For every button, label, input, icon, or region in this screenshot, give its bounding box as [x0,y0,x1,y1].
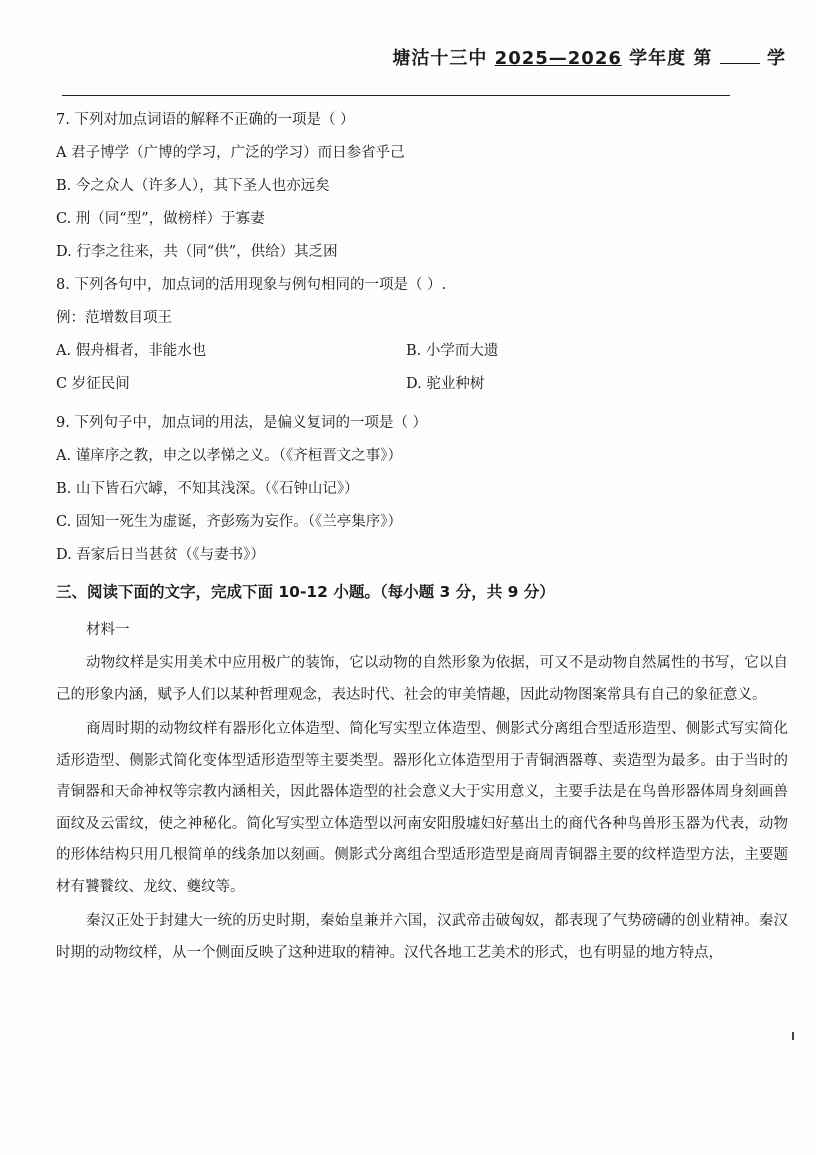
question-7-stem: 7. 下列对加点词语的解释不正确的一项是（ ） [56,112,355,128]
question-9-option-c: C. 固知一死生为虚诞，齐彭殇为妄作。（《兰亭集序》） [56,514,403,530]
term-label: 学年度 第 [629,48,713,69]
question-7-option-b: B. 今之众人（许多人），其下圣人也亦远矣 [56,178,330,194]
question-7 [56,104,788,269]
header-divider [62,95,730,96]
question-9 [56,407,788,572]
question-8-option-b: B. 小学而大遗 [406,343,499,359]
question-9-option-b: B. 山下皆石穴罅，不知其浅深。（《石钟山记》） [56,481,359,497]
question-8-options-row-2 [56,368,788,401]
reading-paragraph-3: 秦汉正处于封建大一统的历史时期，秦始皇兼并六国，汉武帝击破匈奴，都表现了气势磅礴的创业精神。秦汉时期的动物纹样，从一个侧面反映了这种进取的精神。汉代各地工艺美术的形式，也有明显的地方特点， [56,913,788,961]
question-9-stem: 9. 下列句子中，加点词的用法，是偏义复词的一项是（ ） [56,415,428,431]
question-7-option-a: A 君子博学（广博的学习，广泛的学习）而日参省乎己 [56,145,405,161]
term-tail: 学 [767,48,786,69]
term-blank [720,49,760,64]
exam-content [56,104,788,969]
question-7-option-d: D. 行李之往来，共（同“供”，供给）其乏困 [56,244,338,260]
scan-mark [792,1032,794,1040]
reading-paragraph-2: 商周时期的动物纹样有器形化立体造型、简化写实型立体造型、侧影式分离组合型适形造型、侧影式写实简化适形造型、侧影式简化变体型适形造型等主要类型。器形化立体造型用于青铜酒器尊、卖造型为最多。由于当时的青铜器和天命神权等宗教内涵相关，因此器体造型的社会意义大于实用意义，主要手法是在鸟兽形器体周身刻画兽面纹及云雷纹，使之神秘化。简化写实型立体造型以河南安阳殷墟妇好墓出土的商代各种鸟兽形玉器为代表，动物的形体结构只用几根简单的线条加以刻画。侧影式分离组合型适形造型是商周青铜器主要的纹样造型方法，主要题材有饕餮纹、龙纹、夔纹等。 [56,721,788,895]
question-8 [56,269,788,401]
question-9-option-d: D. 吾家后日当甚贫（《与妻书》） [56,547,265,563]
question-8-option-c: C 岁征民间 [56,376,130,392]
school-name: 塘沽十三中 [392,48,488,69]
reading-paragraph-1: 动物纹样是实用美术中应用极广的装饰，它以动物的自然形象为依据，可又不是动物自然属性的书写，它以自己的形象内涵，赋予人们以某种哲理观念，表达时代、社会的审美情趣，因此动物图案常具有自己的象征意义。 [56,655,788,703]
question-8-option-d: D. 驼业种树 [406,376,485,392]
section-3-title: 三、阅读下面的文字，完成下面 10-12 小题。（每小题 3 分，共 9 分） [56,583,555,601]
question-9-option-a: A. 谨庠序之教，申之以孝悌之义。（《齐桓晋文之事》） [56,448,402,464]
material-1-label: 材料一 [86,622,130,638]
school-year: 2025—2026 [494,48,622,69]
question-8-option-a: A. 假舟楫者，非能水也 [56,343,207,359]
question-8-example: 例：范增数目项王 [56,310,172,326]
question-8-stem: 8. 下列各句中，加点词的活用现象与例句相同的一项是（ ）. [56,277,447,293]
exam-header-title [392,44,786,70]
question-8-options-row-1 [56,335,788,368]
question-7-option-c: C. 刑（同“型”，做榜样）于寡妻 [56,211,265,227]
